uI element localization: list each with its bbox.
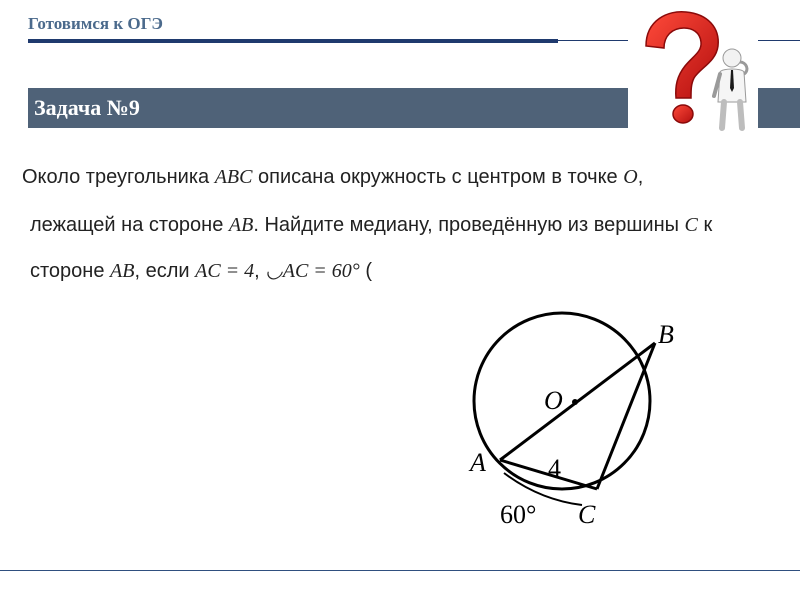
math-ab: AB — [110, 260, 135, 282]
math-ab: AB — [228, 214, 254, 236]
label-o: O — [544, 386, 563, 415]
problem-text-part: Около треугольника — [22, 166, 215, 188]
problem-line-3 — [30, 258, 372, 283]
problem-text-part: стороне — [30, 260, 111, 282]
label-c: C — [578, 500, 596, 529]
scan-mask — [0, 196, 800, 212]
problem-line-1 — [22, 166, 643, 189]
question-mark-figure-icon — [628, 6, 758, 134]
label-a: A — [470, 448, 486, 477]
header-title: Готовимся к ОГЭ — [28, 14, 163, 33]
problem-text-part: , если — [134, 260, 196, 282]
center-point — [572, 399, 578, 405]
problem-text-part: к — [697, 214, 713, 236]
problem-text-part: , — [637, 166, 644, 188]
footer-divider — [0, 570, 800, 571]
circle-diagram — [460, 295, 700, 545]
problem-text-part: лежащей на стороне — [30, 214, 229, 236]
scan-mask — [0, 240, 800, 252]
scan-mask — [500, 252, 800, 292]
problem-text-part: ( — [359, 260, 373, 282]
label-b: B — [658, 320, 674, 349]
problem-text-part: описана окружность с центром в точке — [252, 166, 624, 188]
task-title: Задача №9 — [34, 95, 140, 120]
math-arc-value: ◡AC = 60° — [265, 260, 360, 282]
header-divider — [28, 39, 558, 43]
problem-line-2 — [30, 214, 712, 237]
math-c: C — [684, 214, 698, 236]
problem-text-part: , — [254, 260, 266, 282]
problem-text-part: . Найдите медиану, проведённую из вершины — [253, 214, 685, 236]
label-arc: 60° — [500, 500, 537, 529]
math-o: O — [623, 166, 638, 188]
math-ac-value: AC = 4 — [195, 260, 255, 282]
math-abc: ABC — [214, 166, 253, 188]
label-side: 4 — [548, 454, 561, 483]
